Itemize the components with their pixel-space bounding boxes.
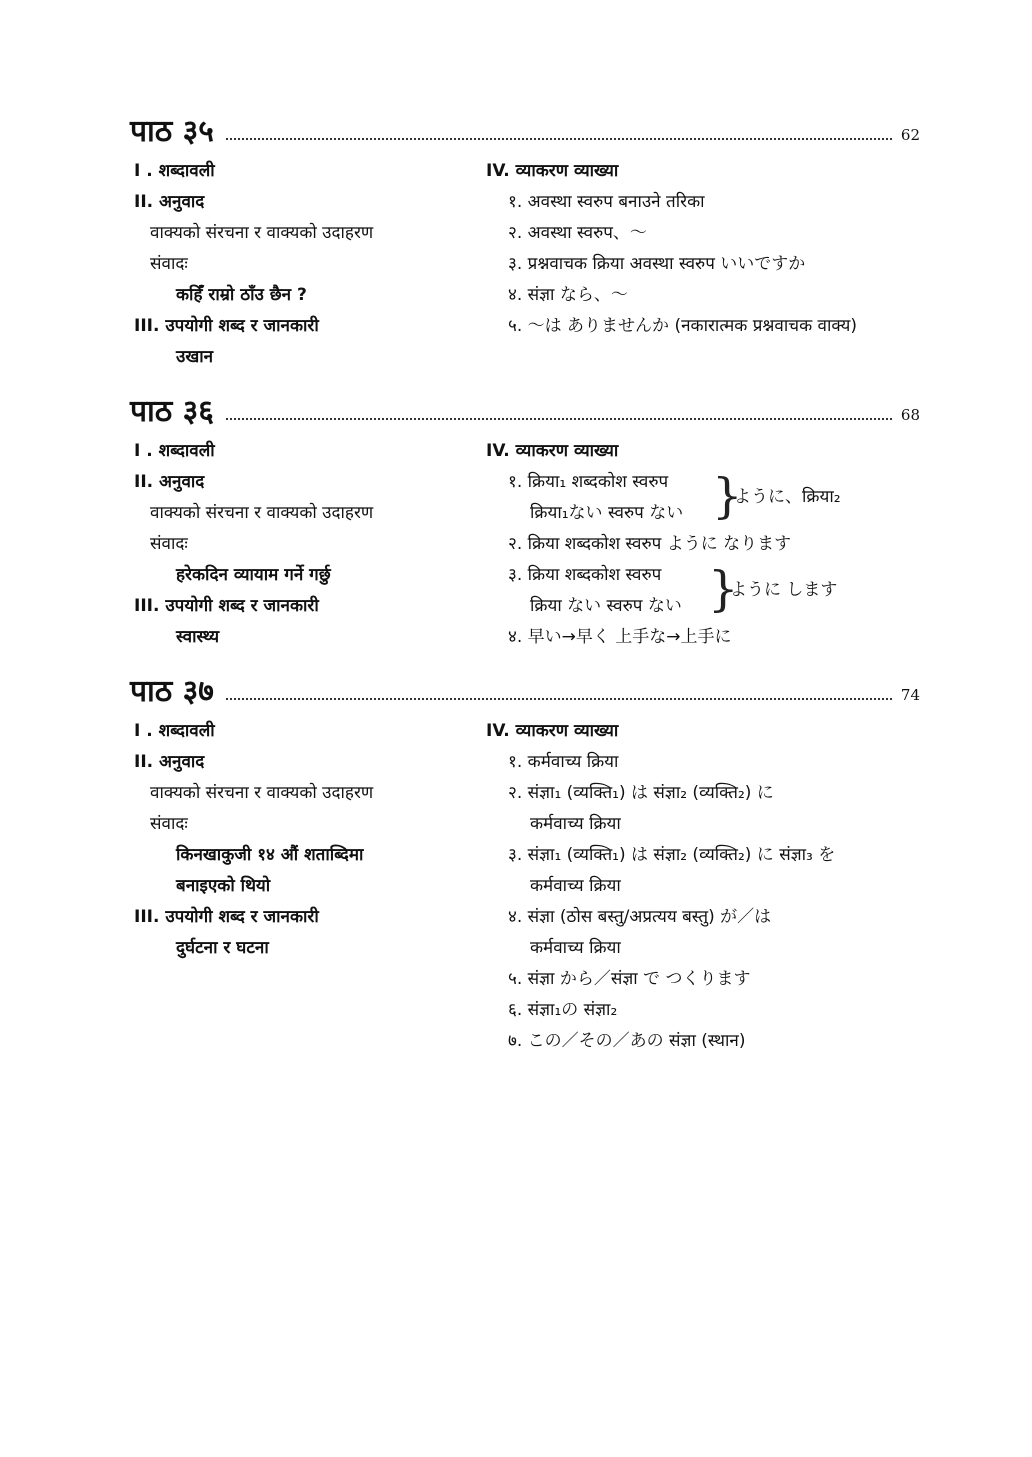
section-translation[interactable]: II. अनुवाद xyxy=(134,752,205,772)
grammar-line: १. क्रिया₁ शब्दकोश स्वरुप xyxy=(508,472,669,492)
section-grammar[interactable]: IV. व्याकरण व्याख्या xyxy=(486,721,619,741)
conversation-label[interactable]: संवादः xyxy=(150,534,188,554)
lesson-36 xyxy=(130,392,920,647)
useful-words-topic[interactable]: दुर्घटना र घटना xyxy=(176,938,269,958)
brace-symbol: } xyxy=(712,468,743,524)
grammar-item[interactable]: कर्मवाच्य क्रिया xyxy=(530,814,621,834)
grammar-line: क्रिया ない स्वरुप ない xyxy=(530,596,682,616)
brace-symbol: } xyxy=(708,561,739,617)
grammar-item[interactable]: ७. この／その／あの संज्ञा (स्थान) xyxy=(508,1031,746,1051)
grammar-item[interactable]: ५. ～は ありませんか (नकारात्मक प्रश्नवाचक वाक्य) xyxy=(508,316,857,336)
grammar-line: ように します xyxy=(730,580,838,600)
grammar-item[interactable]: १. अवस्था स्वरुप बनाउने तरिका xyxy=(508,192,705,212)
grammar-item[interactable]: ६. संज्ञा₁の संज्ञा₂ xyxy=(508,1000,618,1020)
left-column xyxy=(134,716,474,964)
right-column xyxy=(486,716,926,1057)
conversation-title[interactable]: बनाइएको थियो xyxy=(176,876,271,896)
left-column xyxy=(134,156,474,373)
useful-words-topic[interactable]: उखान xyxy=(176,347,214,367)
grammar-item[interactable]: कर्मवाच्य क्रिया xyxy=(530,938,621,958)
leader-dots xyxy=(226,698,892,700)
lesson-37 xyxy=(130,672,920,1051)
section-vocabulary[interactable]: I . शब्दावली xyxy=(134,161,215,181)
grammar-item[interactable]: २. अवस्था स्वरुप、～ xyxy=(508,223,647,243)
lesson-header xyxy=(130,392,920,436)
page-number[interactable]: 74 xyxy=(900,686,920,704)
useful-words-topic[interactable]: स्वास्थ्य xyxy=(176,627,220,647)
grammar-line: ३. क्रिया शब्दकोश स्वरुप xyxy=(508,565,662,585)
section-vocabulary[interactable]: I . शब्दावली xyxy=(134,721,215,741)
section-useful-words[interactable]: III. उपयोगी शब्द र जानकारी xyxy=(134,907,319,927)
section-translation[interactable]: II. अनुवाद xyxy=(134,192,205,212)
sentence-patterns[interactable]: वाक्यको संरचना र वाक्यको उदाहरण xyxy=(150,223,374,243)
lesson-title[interactable]: पाठ ३५ xyxy=(130,112,218,152)
section-translation[interactable]: II. अनुवाद xyxy=(134,472,205,492)
grammar-item[interactable] xyxy=(486,560,926,622)
conversation-title[interactable]: हरेकदिन व्यायाम गर्ने गर्छु xyxy=(176,565,331,585)
lesson-title[interactable]: पाठ ३६ xyxy=(130,392,218,432)
grammar-item[interactable]: ४. संज्ञा なら、～ xyxy=(508,285,628,305)
conversation-label[interactable]: संवादः xyxy=(150,814,188,834)
section-useful-words[interactable]: III. उपयोगी शब्द र जानकारी xyxy=(134,596,319,616)
conversation-title[interactable]: कहिँ राम्रो ठाँउ छैन ? xyxy=(176,285,307,305)
grammar-item[interactable] xyxy=(486,467,926,529)
lesson-header xyxy=(130,672,920,716)
grammar-line: क्रिया₁ない स्वरुप ない xyxy=(530,503,684,523)
grammar-item[interactable]: ४. संज्ञा (ठोस बस्तु/अप्रत्यय बस्तु) が／は xyxy=(508,907,772,927)
leader-dots xyxy=(226,418,892,420)
lesson-35 xyxy=(130,112,920,367)
page-number[interactable]: 68 xyxy=(900,406,920,424)
section-vocabulary[interactable]: I . शब्दावली xyxy=(134,441,215,461)
conversation-label[interactable]: संवादः xyxy=(150,254,188,274)
right-column xyxy=(486,156,926,342)
leader-dots xyxy=(226,138,892,140)
grammar-item[interactable]: ४. 早い→早く 上手な→上手に xyxy=(508,627,732,647)
sentence-patterns[interactable]: वाक्यको संरचना र वाक्यको उदाहरण xyxy=(150,503,374,523)
sentence-patterns[interactable]: वाक्यको संरचना र वाक्यको उदाहरण xyxy=(150,783,374,803)
page-number[interactable]: 62 xyxy=(900,126,920,144)
left-column xyxy=(134,436,474,653)
lesson-title[interactable]: पाठ ३७ xyxy=(130,672,218,712)
grammar-item[interactable]: २. संज्ञा₁ (व्यक्ति₁) は संज्ञा₂ (व्यक्ति₂) に xyxy=(508,783,774,803)
grammar-item[interactable]: ३. प्रश्नवाचक क्रिया अवस्था स्वरुप いいですか xyxy=(508,254,806,274)
grammar-item[interactable]: कर्मवाच्य क्रिया xyxy=(530,876,621,896)
lesson-header xyxy=(130,112,920,156)
conversation-title[interactable]: किनखाकुजी १४ औं शताब्दिमा xyxy=(176,845,364,865)
grammar-line: ように、क्रिया₂ xyxy=(734,487,841,507)
section-grammar[interactable]: IV. व्याकरण व्याख्या xyxy=(486,441,619,461)
grammar-item[interactable]: २. क्रिया शब्दकोश स्वरुप ように なります xyxy=(508,534,792,554)
section-grammar[interactable]: IV. व्याकरण व्याख्या xyxy=(486,161,619,181)
grammar-item[interactable]: ३. संज्ञा₁ (व्यक्ति₁) は संज्ञा₂ (व्यक्ति₂) に संज्ञा₃ を xyxy=(508,845,836,865)
right-column xyxy=(486,436,926,653)
grammar-item[interactable]: १. कर्मवाच्य क्रिया xyxy=(508,752,619,772)
section-useful-words[interactable]: III. उपयोगी शब्द र जानकारी xyxy=(134,316,319,336)
grammar-item[interactable]: ५. संज्ञा から／संज्ञा で つくります xyxy=(508,969,751,989)
